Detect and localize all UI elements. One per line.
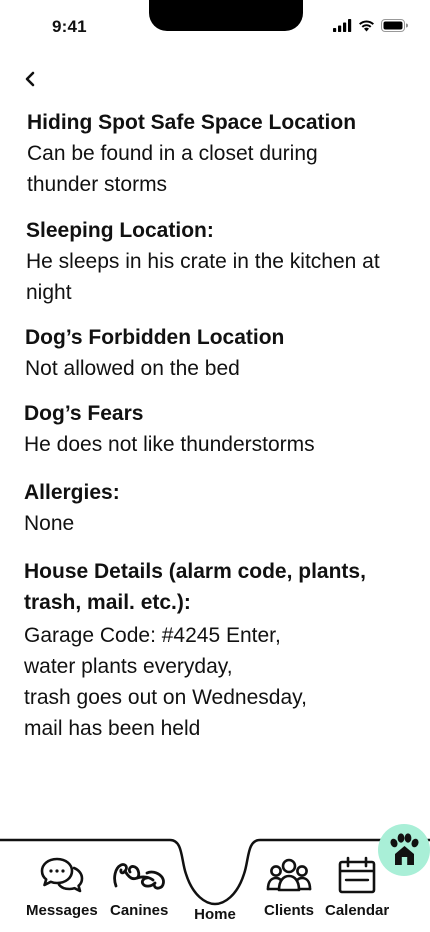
tab-home[interactable] [189,836,241,923]
section-body: Can be found in a closet during thunder storms [27,142,318,196]
status-icons [333,17,408,34]
section-body: None [24,512,75,535]
tab-label: Calendar [325,902,390,919]
dog-bone-icon [111,856,167,896]
sleeping-location-section [26,215,401,308]
house-detail-line: water plants everyday, [24,655,233,678]
forbidden-location-section [25,322,415,384]
hiding-spot-section [27,107,387,200]
wifi-icon [358,19,375,32]
allergies-section [24,477,414,539]
house-detail-line: mail has been held [24,717,201,740]
section-heading: Sleeping Location: [26,219,214,242]
chat-bubbles-icon [39,856,85,896]
section-body: Not allowed on the bed [25,357,240,380]
cellular-signal-icon [333,19,352,32]
house-detail-line: Garage Code: #4245 Enter, [24,624,281,647]
house-details-section [24,556,414,744]
paw-house-icon [385,832,423,868]
chevron-left-icon [24,71,36,87]
tab-calendar[interactable] [325,856,389,919]
section-body: He does not like thunderstorms [24,433,315,456]
people-group-icon [265,856,313,896]
tab-canines[interactable] [110,856,168,919]
calendar-icon [335,856,379,896]
section-heading: Dog’s Fears [24,402,144,425]
battery-icon [381,19,408,32]
house-detail-line: trash goes out on Wednesday, [24,686,307,709]
tab-clients[interactable] [264,856,314,919]
bottom-tab-bar [0,836,430,932]
tab-label: Clients [264,902,315,919]
section-heading: House Details (alarm code, plants, trash, mail. etc.): [24,560,366,614]
fears-section [24,398,414,460]
status-bar [0,0,430,50]
tab-messages[interactable] [26,856,98,919]
back-button[interactable] [18,66,42,92]
tab-label: Canines [110,902,169,919]
device-notch [149,0,303,31]
status-time: 9:41 [52,17,87,36]
section-heading: Allergies: [24,481,120,504]
section-heading: Dog’s Forbidden Location [25,326,285,349]
tab-label: Home [194,906,236,923]
section-heading: Hiding Spot Safe Space Location [27,111,357,134]
section-body: He sleeps in his crate in the kitchen at night [26,250,380,304]
tab-label: Messages [26,902,98,919]
